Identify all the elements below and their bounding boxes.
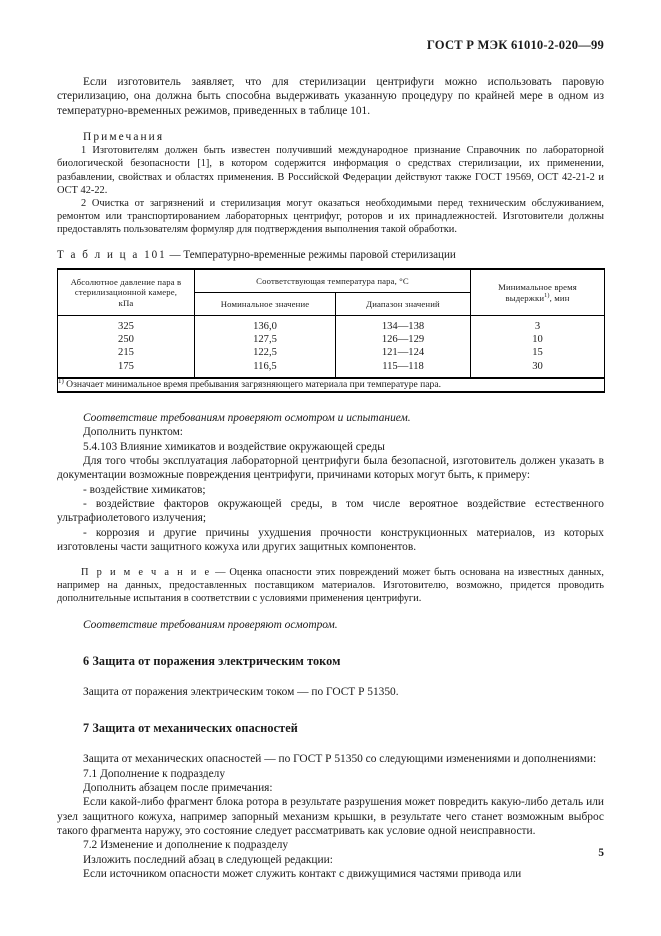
cell-hold: 3 [471, 316, 605, 334]
table-row [58, 360, 605, 378]
cell-hold: 15 [471, 346, 605, 359]
subsection-7-1-body: Если какой-либо фрагмент блока ротора в результате разрушения может повредить какую-либо деталь или узел защитного кожуха, например запорный механизм крышки, в результате чего станет возможным выброс такого фрагмента наружу, это состояние следует рассматривать как условие одной неисправности. [57, 796, 604, 837]
table-header-hold-line2: выдержки [505, 292, 545, 303]
table-header-row-1 [58, 269, 605, 293]
intro-paragraph: Если изготовитель заявляет, что для стерилизации центрифуги можно использовать паровую стерилизацию, она должна быть способна выдерживать указанную процедуру по крайней мере в одном из температурно-временных режимов, приведенных в таблице 101. [57, 76, 604, 117]
table-header-hold-line2b: , мин [549, 292, 570, 303]
table-caption [57, 248, 604, 262]
conformity-statement-1: Соответствие требованиям проверяют осмотром и испытанием. [83, 411, 411, 424]
table-footnote-row [58, 378, 605, 392]
table-footnote [58, 378, 605, 392]
cell-pressure: 325 [58, 316, 195, 334]
subsection-7-2-title: 7.2 Изменение и дополнение к подразделу [83, 839, 289, 852]
steam-sterilization-table [57, 268, 605, 393]
table-header-pressure-line1: Абсолютное давление пара в [70, 276, 182, 287]
cell-range: 121—124 [336, 346, 471, 359]
table-row [58, 333, 605, 346]
subsection-7-1-title: 7.1 Дополнение к подразделу [83, 767, 226, 780]
bullet-environment: - воздействие факторов окружающей среды, в том числе вероятное воздействие естественного ультрафиолетового излучения; [57, 497, 604, 525]
bullet-chemicals: - воздействие химикатов; [83, 483, 206, 496]
table-footnote-text: Означает минимальное время пребывания загрязняющего материала при температуре пара. [63, 378, 441, 390]
document-header-title: ГОСТ Р МЭК 61010-2-020—99 [426, 38, 604, 52]
cell-range: 134—138 [336, 316, 471, 334]
cell-hold: 30 [471, 360, 605, 378]
bullet-corrosion: - коррозия и другие причины ухудшения прочности конструкционных материалов, из которых изготовлены части защитного кожуха или других защитных компонентов. [57, 526, 604, 553]
table-header-temp-group: Соответствующая температура пара, °С [195, 269, 471, 293]
table-header-range: Диапазон значений [336, 293, 471, 316]
subsection-7-2-body: Если источником опасности может служить контакт с движущимися частями привода или [83, 868, 522, 880]
table-header-pressure [58, 269, 195, 316]
conformity-statement-2: Соответствие требованиям проверяют осмотром. [83, 618, 338, 631]
section-7-body: Защита от механических опасностей — по ГОСТ Р 51350 со следующими изменениями и дополнениями: [83, 753, 597, 766]
clause-note-text: — Оценка опасности этих повреждений может быть основана на известных данных, например на данных, предоставленных поставщиком материалов. Изготовителю, возможно, придется проводить дополнительные испытания в соответствии с условиями применения центрифуги. [57, 567, 605, 605]
subsection-7-1-lead: Дополнить абзацем после примечания: [83, 781, 273, 794]
table-row [58, 346, 605, 359]
clause-note [57, 566, 604, 605]
table-header-hold-time [471, 269, 605, 316]
section-6-heading: 6 Защита от поражения электрическим током [83, 653, 341, 668]
cell-range: 115—118 [336, 360, 471, 378]
subsection-7-2-lead: Изложить последний абзац в следующей редакции: [83, 853, 333, 866]
clause-5-4-103-body: Для того чтобы эксплуатация лабораторной центрифуги была безопасной, изготовитель должен указать в документации возможные повреждения центрифуги, причинами которых могут быть, к примеру: [57, 454, 604, 482]
table-row [58, 316, 605, 334]
add-clause-lead: Дополнить пунктом: [83, 426, 183, 439]
page-number: 5 [598, 847, 604, 859]
cell-nominal: 127,5 [195, 333, 336, 346]
cell-hold: 10 [471, 333, 605, 346]
cell-pressure: 250 [58, 333, 195, 346]
table-header-hold-footnote-ref: 1) [544, 291, 550, 299]
cell-pressure: 215 [58, 346, 195, 359]
table-caption-text: — Температурно-временные режимы паровой стерилизации [166, 249, 456, 262]
table-header-pressure-line3: кПа [118, 297, 134, 308]
clause-5-4-103-title: 5.4.103 Влияние химикатов и воздействие окружающей среды [83, 440, 385, 453]
table-footnote-marker: 1) [58, 377, 64, 385]
table-header-hold-line1: Минимальное время [498, 281, 577, 292]
note-item-2: 2 Очистка от загрязнений и стерилизация могут оказаться необходимыми перед техническим обслуживанием, ремонтом или транспортированием лабораторных центрифуг, роторов и их принадлежностей. Изготовители должны предоставлять пользователям формуляр для подтверждения выполнения такой обработки. [57, 197, 604, 235]
cell-range: 126—129 [336, 333, 471, 346]
cell-pressure: 175 [58, 360, 195, 378]
table-header-nominal: Номинальное значение [195, 293, 336, 316]
section-7-heading: 7 Защита от механических опасностей [83, 721, 298, 736]
note-item-1: 1 Изготовителям должен быть известен получивший международное признание Справочник по лабораторной биологической безопасности [1], в котором содержится информация о средствах стерилизации, их применении, разбавлении, свойствах и областях применения. В Российской Федерации действуют также ГОСТ 19569, ОСТ 42-21-2 и ОСТ 42-22. [57, 145, 604, 196]
cell-nominal: 136,0 [195, 316, 336, 334]
table-header-pressure-line2: стерилизационной камере, [74, 287, 178, 298]
cell-nominal: 122,5 [195, 346, 336, 359]
notes-heading: Примечания [83, 131, 165, 144]
section-6-body: Защита от поражения электрическим током — по ГОСТ Р 51350. [83, 685, 399, 698]
cell-nominal: 116,5 [195, 360, 336, 378]
clause-note-label: П р и м е ч а н и е [81, 567, 212, 579]
table-caption-label: Т а б л и ц а 101 [57, 249, 167, 262]
